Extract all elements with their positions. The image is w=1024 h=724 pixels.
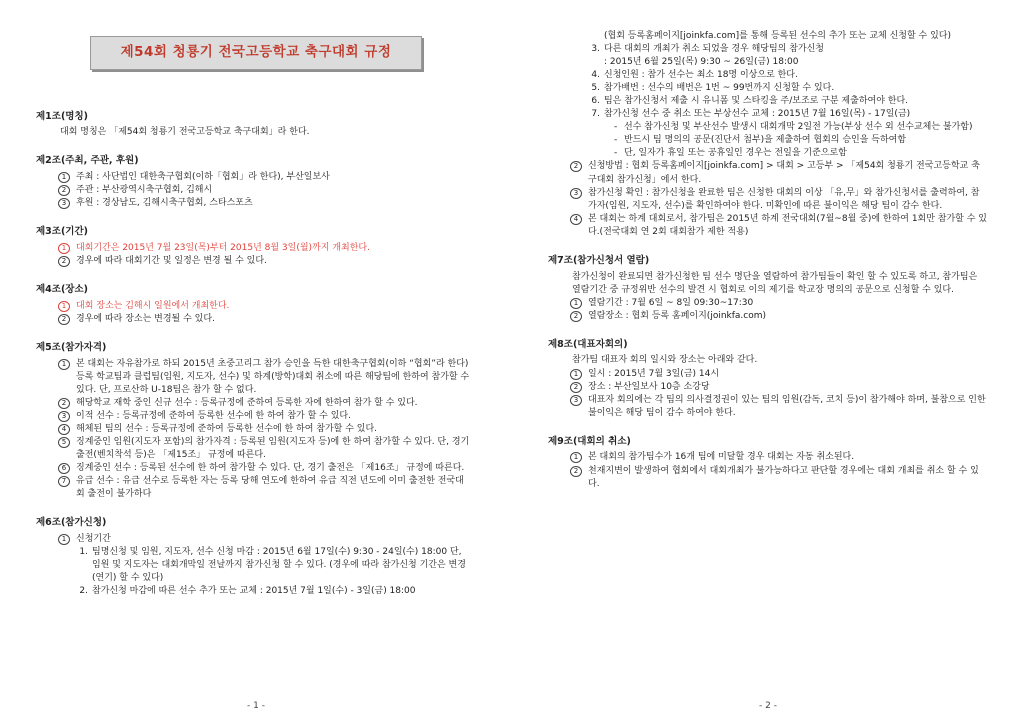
item-text: 본 대회는 자유참가로 하되 2015년 초중고리그 참가 승인을 득한 대한축구협회(이하 “협회”라 한다) 등록 학교팀과 클럽팀(임원, 지도자, 선수) 및 하계(방학)대회 취소에 따른 해당팀에 한하여 참가할 수 있다. 단, 프로산하 U-18팀은 참가 할 수 없다. [76, 358, 470, 395]
list-item [548, 381, 988, 394]
article-title: 제3조(기간) [36, 226, 89, 238]
item-list [36, 242, 470, 268]
item-text: 경우에 따라 장소는 변경될 수 있다. [76, 313, 215, 324]
article-title: 제2조(주최, 주관, 후원) [36, 155, 139, 167]
page-number: - 1 - [247, 701, 265, 711]
list-item [548, 451, 988, 464]
item-text: 후원 : 경상남도, 김해시축구협회, 스타스포츠 [76, 198, 253, 209]
item-text: 대회 장소는 김해시 일원에서 개최한다. [76, 300, 230, 311]
circled-number-icon [58, 476, 70, 487]
sub-item: 7. 참가신청 선수 중 취소 또는 부상선수 교체 : 2015년 7월 16일(목) - 17일(금) - 선수 참가신청 및 부산선수 발생시 대회개막 2일전 가능(부상 선수 외 선수교체는 불가함) - 반드시 팀 명의의 공문(진단서 첨부)을 제출하여 협회의 승인을 득하여함 - 단, 일자가 휴일 또는 공휴일인 경우는 전일을 기준으로함 [588, 108, 988, 160]
list-item [548, 213, 988, 239]
circled-number-icon [570, 161, 582, 172]
sub-item-text: 팀명신청 및 임원, 지도자, 선수 신청 마감 : 2015년 6월 17일(수) 9:30 - 24일(수) 18:00 단, 임원 및 지도자는 대회개막일 전날까지 참가신청 할 수 있다. (경우에 따라 참가신청 기간은 변경(연기) 할 수 있다) [92, 547, 466, 584]
circled-number-icon [58, 185, 70, 196]
list-item [36, 397, 470, 410]
circled-number-icon [570, 214, 582, 225]
circled-number-icon [58, 256, 70, 267]
item-text: 징계중인 임원(지도자 포함)의 참가자격 : 등록된 임원(지도자 등)에 한 하여 참가할 수 있다. 단, 경기출전(벤치착석 등)은 「제15조」 규정에 따른다. [76, 437, 470, 461]
item-text: 신청기간 [76, 534, 111, 545]
sub-item-text: 다른 대회의 개최가 취소 되었을 경우 해당팀의 참가신청 [604, 44, 824, 55]
item-list [548, 160, 988, 238]
article-text: 대회 명칭은 「제54회 청룡기 전국고등학교 축구대회」라 한다. [60, 127, 310, 138]
list-item [548, 310, 988, 323]
list-item [36, 475, 470, 501]
item-text: 본 대회는 하계 대회로서, 참가팀은 2015년 하계 전국대회(7월~8월 중)에 한하여 1회만 참가할 수 있다.(전국대회 연 2회 대회참가 제한 적용) [588, 213, 987, 237]
dash-item: - 단, 일자가 휴일 또는 공휴일인 경우는 전일을 기준으로함 [614, 148, 847, 159]
item-text: 주관 : 부산광역시축구협회, 김해시 [76, 185, 213, 196]
item-text: 경우에 따라 대회기간 및 일정은 변경 될 수 있다. [76, 256, 267, 267]
item-list [548, 451, 988, 490]
item-text: 일시 : 2015년 7월 3일(금) 14시 [588, 368, 720, 379]
page-2 [512, 0, 1024, 724]
list-item [548, 465, 988, 491]
sub-item-text: 팀은 참가신청서 제출 시 유니폼 및 스타킹을 주/보조로 구분 제출하여야 한다. [604, 96, 909, 107]
circled-number-icon [58, 398, 70, 409]
item-text: 천재지변이 발생하여 협회에서 대회개최가 불가능하다고 판단할 경우에는 대회 개최를 취소 할 수 있다. [588, 465, 979, 489]
article-title: 제5조(참가자격) [36, 342, 107, 353]
circled-number-icon [570, 452, 582, 463]
list-item [36, 313, 470, 326]
circled-number-icon [58, 424, 70, 435]
circled-number-icon [570, 382, 582, 393]
item-text: 대표자 회의에는 각 팀의 의사결정권이 있는 팀의 임원(감독, 코치 등)이 참가해야 하며, 불참으로 인한 불이익은 해당 팀이 감수 하여야 한다. [588, 394, 986, 418]
item-text: 대회기간은 2015년 7월 23일(목)부터 2015년 8월 3일(월)까지 개최한다. [76, 243, 370, 254]
continued-text: (협회 등록홈페이지[joinkfa.com]를 통해 등록된 선수의 추가 또는 교체 신청할 수 있다) [604, 31, 951, 41]
sub-item: 4. 신청인원 : 참가 선수는 최소 18명 이상으로 한다. [588, 69, 988, 82]
sub-item-list [548, 43, 988, 160]
list-item [548, 187, 988, 213]
article-7 [548, 254, 988, 323]
circled-number-icon [570, 369, 582, 380]
item-text: 주최 : 사단법인 대한축구협회(이하「협회」라 한다), 부산일보사 [76, 172, 330, 183]
list-item [36, 197, 470, 210]
article-2 [36, 154, 470, 210]
list-item [36, 410, 470, 423]
sub-item: 5. 참가배번 : 선수의 배번은 1번 ~ 99번까지 신청할 수 있다. [588, 82, 988, 95]
article-3 [36, 225, 470, 268]
list-item-highlighted [36, 242, 470, 255]
article-4 [36, 283, 470, 326]
circled-number-icon [58, 243, 70, 254]
item-text: 징계중인 선수 : 등록된 선수에 한 하여 참가할 수 있다. 단, 경기 출전은 「제16조」 규정에 따른다. [76, 463, 465, 474]
article-1 [36, 110, 470, 140]
article-text: 참가팀 대표자 회의 일시와 장소는 아래와 같다. [572, 355, 758, 366]
article-5 [36, 341, 470, 501]
item-text: 신청방법 : 협회 등록홈페이지[joinkfa.com] > 대회 > 고등부 > 「제54회 청룡기 전국고등학교 축구대회 참가신청」에서 한다. [588, 161, 980, 185]
dash-item: - 반드시 팀 명의의 공문(진단서 첨부)을 제출하여 협회의 승인을 득하여함 [614, 135, 907, 146]
item-text: 참가신청 확인 : 참가신청을 완료한 팀은 신청한 대회의 이상 「유,무」와 참가신청서를 출력하여, 참가자(임원, 지도자, 선수)를 확인하여야 한다. 미확인에 따른 불이익은 해당 팀이 감수 한다. [588, 187, 980, 211]
article-title: 제8조(대표자회의) [548, 338, 628, 350]
circled-number-icon [58, 359, 70, 370]
list-item [548, 297, 988, 310]
dash-list [604, 121, 988, 160]
item-list [36, 358, 470, 502]
item-list [36, 300, 470, 326]
circled-number-icon [570, 298, 582, 309]
circled-number-icon [58, 437, 70, 448]
list-item [36, 171, 470, 184]
dash-item: - 선수 참가신청 및 부산선수 발생시 대회개막 2일전 가능(부상 선수 외 선수교체는 불가함) [614, 122, 973, 133]
sub-item-text: : 2015년 6월 25일(목) 9:30 ~ 26일(금) 18:00 [604, 57, 799, 68]
circled-number-icon [58, 198, 70, 209]
list-item-highlighted [36, 300, 470, 313]
list-item [548, 368, 988, 381]
circled-number-icon [58, 301, 70, 312]
item-text: 유급 선수 : 유급 선수로 등록한 자는 등록 당해 연도에 한하여 유급 직전 년도에 이미 출전한 전국대회 출전이 불가하다 [76, 476, 464, 500]
list-item [36, 462, 470, 475]
item-list [548, 297, 988, 323]
item-text: 열람기간 : 7월 6일 ~ 8일 09:30~17:30 [588, 297, 754, 308]
document-title: 제54회 청룡기 전국고등학교 축구대회 규정 [90, 36, 422, 70]
circled-number-icon [58, 314, 70, 325]
list-item [36, 533, 470, 546]
list-item [36, 436, 470, 462]
list-item [36, 358, 470, 397]
circled-number-icon [570, 188, 582, 199]
article-title: 제9조(대회의 취소) [548, 435, 631, 447]
list-item [36, 255, 470, 268]
item-list [36, 171, 470, 210]
circled-number-icon [570, 466, 582, 477]
article-title: 제1조(명칭) [36, 110, 89, 122]
sub-item-text: 참가신청 마감에 따른 선수 추가 또는 교체 : 2015년 7월 1일(수) - 3일(금) 18:00 [92, 586, 416, 597]
article-title: 제7조(참가신청서 열람) [548, 254, 650, 266]
article-8 [548, 338, 988, 420]
sub-item: 6. 팀은 참가신청서 제출 시 유니폼 및 스타킹을 주/보조로 구분 제출하여야 한다. [588, 95, 988, 108]
circled-number-icon [58, 463, 70, 474]
circled-number-icon [570, 395, 582, 406]
item-list [36, 533, 470, 546]
list-item [36, 423, 470, 436]
item-text: 열람장소 : 협회 등록 홈페이지(joinkfa.com) [588, 310, 767, 321]
article-text: 참가신청이 완료되면 참가신청한 팀 선수 명단을 열람하여 참가팀들이 확인 할 수 있도록 하고, 참가팀은 열람기간 중 규정위반 선수의 발견 시 협회로 이의 제기를 학교장 명의의 공문으로 신청할 수 있다. [572, 271, 978, 295]
circled-number-icon [570, 311, 582, 322]
sub-item-text: 참가신청 선수 중 취소 또는 부상선수 교체 : 2015년 7월 16일(목) - 17일(금) [604, 109, 911, 120]
circled-number-icon [58, 411, 70, 422]
sub-item: 3. 다른 대회의 개최가 취소 되었을 경우 해당팀의 참가신청 : 2015년 6월 25일(목) 9:30 ~ 26일(금) 18:00 [591, 44, 824, 68]
list-item [36, 184, 470, 197]
list-item [548, 394, 988, 420]
item-text: 장소 : 부산일보사 10층 소강당 [588, 381, 710, 392]
article-title: 제4조(장소) [36, 284, 89, 296]
sub-item: 2. 참가신청 마감에 따른 선수 추가 또는 교체 : 2015년 7월 1일(수) - 3일(금) 18:00 [76, 585, 470, 598]
item-text: 이적 선수 : 등록규정에 준하여 등록한 선수에 한 하여 참가 할 수 있다. [76, 410, 351, 421]
article-6-part2 [548, 30, 988, 239]
page-number: - 2 - [759, 701, 777, 711]
item-list [548, 368, 988, 420]
sub-item-list [36, 546, 470, 598]
sub-item-text: 참가배번 : 선수의 배번은 1번 ~ 99번까지 신청할 수 있다. [604, 83, 835, 94]
article-6-part1 [36, 516, 470, 598]
list-item [548, 160, 988, 186]
item-text: 본 대회의 참가팀수가 16개 팀에 미달할 경우 대회는 자동 취소된다. [588, 452, 855, 463]
article-title: 제6조(참가신청) [36, 517, 107, 529]
sub-item-text: 신청인원 : 참가 선수는 최소 18명 이상으로 한다. [604, 70, 798, 81]
item-text: 해체된 팀의 선수 : 등록규정에 준하여 등록한 선수에 한 하여 참가할 수 있다. [76, 424, 378, 434]
article-9 [548, 435, 988, 491]
item-text: 해당학교 재학 중인 신규 선수 : 등록규정에 준하여 등록한 자에 한하여 참가 할 수 있다. [76, 397, 418, 408]
circled-number-icon [58, 534, 70, 545]
circled-number-icon [58, 172, 70, 183]
sub-item: 1. 팀명신청 및 임원, 지도자, 선수 신청 마감 : 2015년 6월 17일(수) 9:30 - 24일(수) 18:00 단, 임원 및 지도자는 대회개막일 전날까지 참가신청 할 수 있다. (경우에 따라 참가신청 기간은 변경(연기) 할 수 있다) [76, 546, 470, 585]
